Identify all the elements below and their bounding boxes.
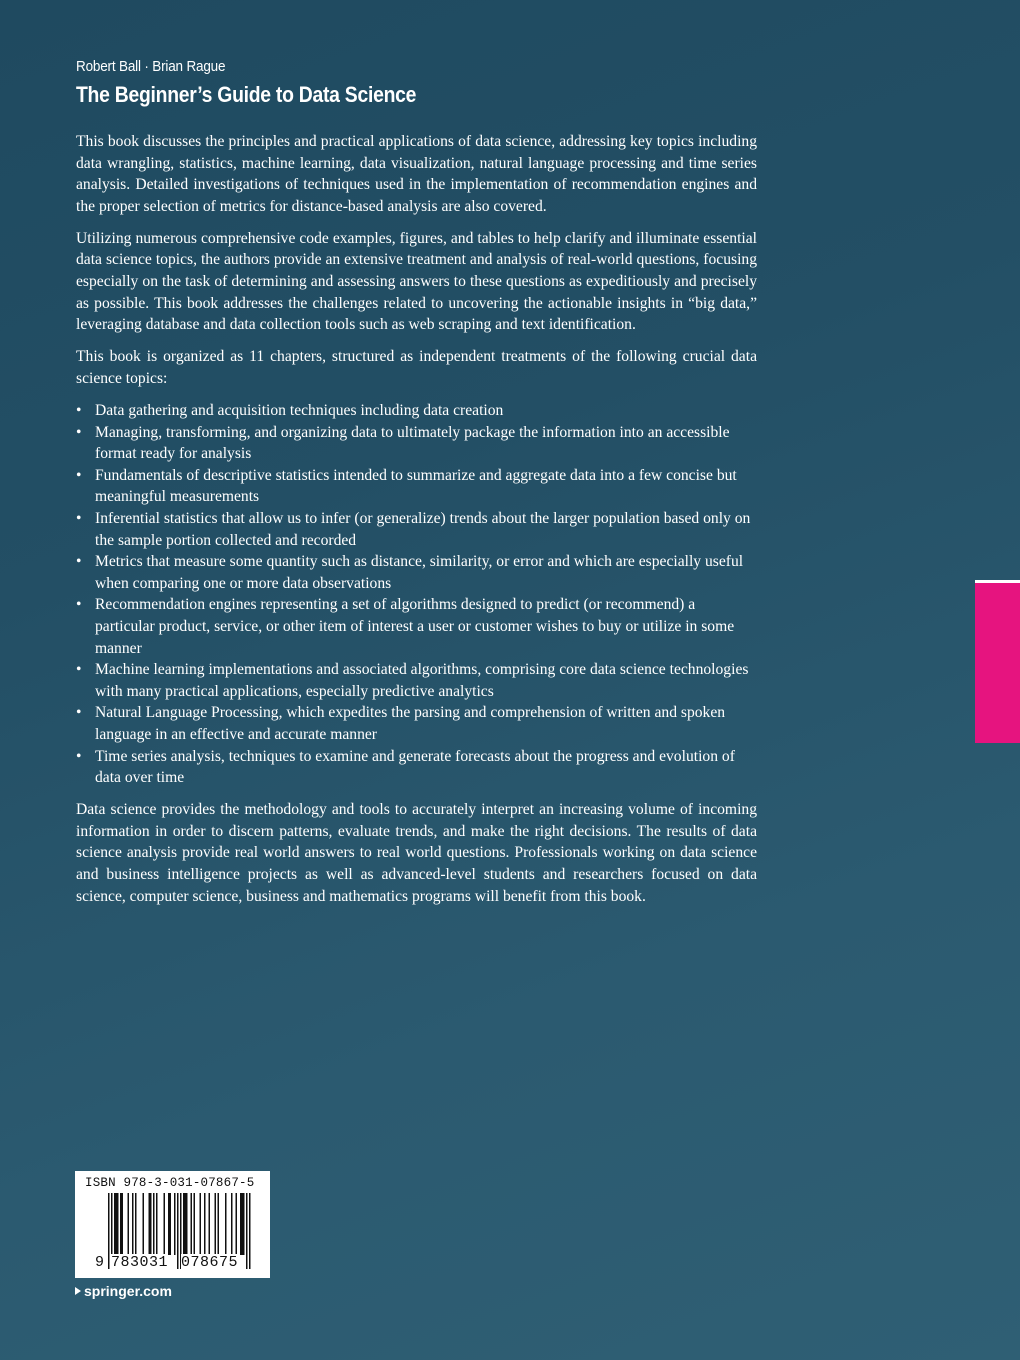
closing-paragraph: Data science provides the methodology and tools to accurately interpret an increasing volume of incoming information in order to discern patterns, evaluate trends, and make the right decisions. The results of data science analysis provide real world answers to real world questions. Professionals working on data science and business intelligence projects as well as advanced-level students and researchers focused on data science, computer science, business and mathematics programs will benefit from this book. [76, 801, 757, 905]
barcode-bar [231, 1193, 233, 1255]
list-item-text: Fundamentals of descriptive statistics intended to summarize and aggregate data into a few concise but meaningful measurements [95, 466, 737, 506]
list-item [76, 702, 757, 745]
list-item [76, 465, 757, 508]
barcode-bar [246, 1193, 248, 1269]
barcode-bar [240, 1193, 242, 1255]
barcode-bars [75, 1171, 270, 1278]
barcode-bar [168, 1193, 170, 1255]
blurb-paragraph: Utilizing numerous comprehensive code examples, figures, and tables to help clarify and illuminate essential data science topics, the authors provide an extensive treatment and analysis of real-world questions, focusing especially on the task of determining and assessing answers to these questions as expeditiously and precisely as possible. This book addresses the challenges related to uncovering the actionable insights in “big data,” leveraging database and data collection tools such as web scraping and text identification. [76, 229, 757, 334]
list-item-text: Time series analysis, techniques to examine and generate forecasts about the progress and evolution of data over time [95, 747, 735, 787]
ean-first-digit: 9 [95, 1254, 105, 1271]
blurb-paragraph: This book is organized as 11 chapters, structured as independent treatments of the following crucial data science topics: [76, 348, 757, 387]
barcode-bar [117, 1193, 119, 1255]
list-item [76, 594, 757, 659]
accent-tab [975, 580, 1020, 743]
publisher-text: springer.com [84, 1283, 172, 1299]
barcode-bar [108, 1193, 110, 1269]
barcode-bar [242, 1193, 244, 1255]
ean-right-digits: 078675 [181, 1254, 239, 1271]
barcode-bar [135, 1193, 137, 1255]
blurb-paragraph: This book discusses the principles and practical applications of data science, addressing key topics including data wrangling, statistics, machine learning, data visualization, natural language processing and time series analysis. Detailed investigations of techniques used in the implementation of recommendation engines and the proper selection of metrics for distance-based analysis are also covered. [76, 133, 757, 215]
barcode-bar [150, 1193, 152, 1255]
bullet-marker: • [76, 661, 82, 679]
barcode-bar [177, 1193, 179, 1269]
barcode-bar [249, 1193, 251, 1269]
barcode-bar [164, 1193, 166, 1255]
bullet-marker: • [76, 466, 82, 484]
list-item-text: Recommendation engines representing a set of algorithms designed to predict (or recommend) a particular product, service, or other item of interest a user or customer wishes to buy or utilize in some manner [95, 596, 735, 657]
list-item [76, 659, 757, 702]
barcode-bar [191, 1193, 193, 1255]
barcode-bar [215, 1193, 217, 1255]
list-item [76, 746, 757, 789]
barcode-bar [186, 1193, 188, 1255]
barcode-bar [183, 1193, 185, 1255]
barcode-bar [243, 1193, 245, 1255]
barcode-bar [236, 1193, 238, 1255]
barcode-bar [114, 1193, 116, 1255]
barcode-bar [170, 1193, 172, 1255]
blurb [76, 131, 757, 918]
publisher-link[interactable] [75, 1283, 172, 1299]
list-item [76, 422, 757, 465]
barcode-bar [116, 1193, 118, 1255]
barcode-bar [218, 1193, 220, 1255]
barcode-bar [194, 1193, 196, 1255]
topic-list [76, 400, 757, 789]
barcode-bar [143, 1193, 145, 1255]
list-item-text: Natural Language Processing, which expedites the parsing and comprehension of written and spoken language in an effective and accurate manner [95, 704, 726, 743]
barcode-bar [185, 1193, 187, 1255]
barcode-bar [132, 1193, 134, 1255]
ean-left-digits: 783031 [111, 1254, 169, 1271]
list-item-text: Inferential statistics that allow us to infer (or generalize) trends about the larger population based only on the sample portion collected and recorded [95, 510, 751, 549]
barcode-bar [209, 1193, 211, 1255]
bullet-marker: • [76, 704, 82, 722]
authors-line: Robert Ball · Brian Rague [76, 58, 226, 75]
list-item [76, 400, 757, 422]
bullet-marker: • [76, 553, 82, 571]
barcode-bar [200, 1193, 202, 1255]
barcode-bar [204, 1193, 206, 1255]
bullet-marker: • [76, 402, 82, 420]
arrow-right-icon [75, 1287, 81, 1295]
barcode-bar [149, 1193, 151, 1255]
barcode-bar [153, 1193, 155, 1255]
barcode-bar [122, 1193, 124, 1255]
barcode-bar [128, 1193, 130, 1255]
bullet-marker: • [76, 423, 82, 441]
bullet-marker: • [76, 596, 82, 614]
list-item-text: Metrics that measure some quantity such as distance, similarity, or error and which are especially useful when comparing one or more data observations [95, 553, 744, 592]
barcode-bar [156, 1193, 158, 1255]
bullet-marker: • [76, 747, 82, 765]
barcode-bar [225, 1193, 227, 1255]
isbn-label: ISBN 978-3-031-07867-5 [85, 1176, 255, 1190]
book-title: The Beginner’s Guide to Data Science [76, 82, 417, 107]
list-item-text: Machine learning implementations and associated algorithms, comprising core data science technologies with many practical applications, especially predictive analytics [95, 661, 749, 700]
list-item [76, 551, 757, 594]
barcode-bar [174, 1193, 176, 1255]
list-item-text: Managing, transforming, and organizing data to ultimately package the information into an accessible format ready for analysis [95, 423, 730, 463]
list-item [76, 508, 757, 551]
barcode-bar [120, 1193, 122, 1255]
bullet-marker: • [76, 510, 82, 527]
list-item-text: Data gathering and acquisition techniques including data creation [95, 402, 504, 420]
isbn-barcode [75, 1171, 270, 1278]
